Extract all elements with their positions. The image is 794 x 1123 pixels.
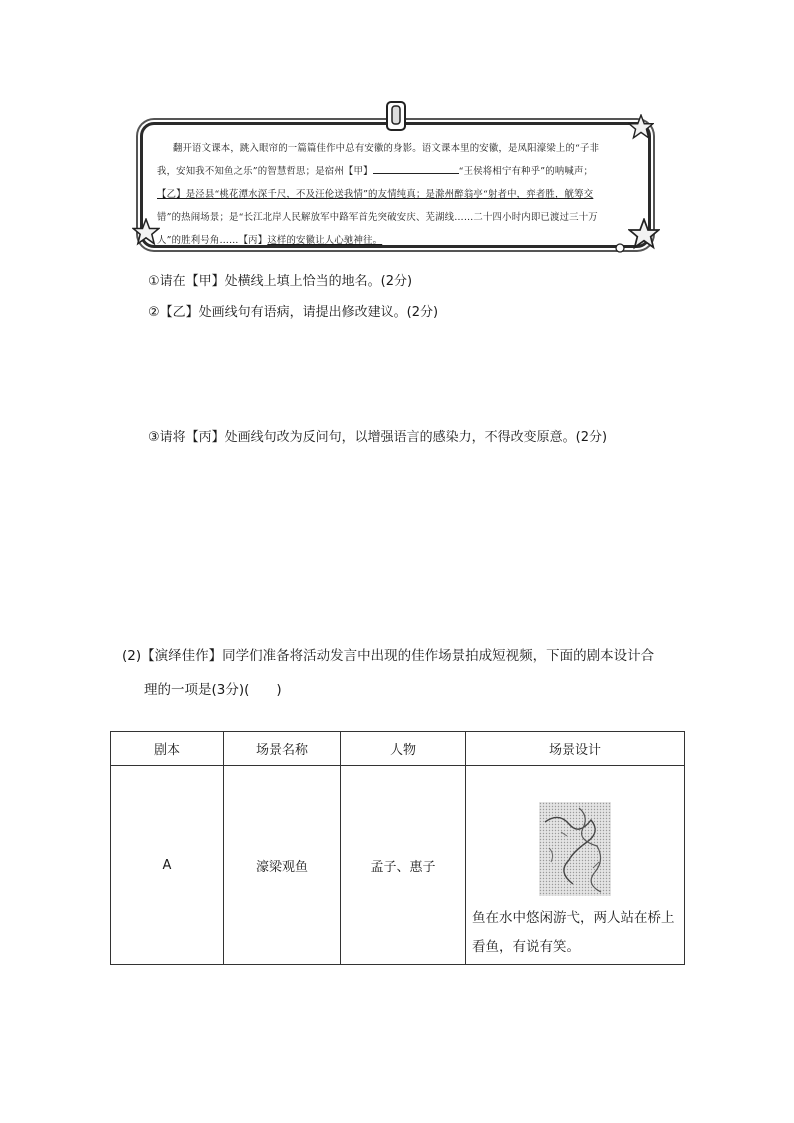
header-script: 剧本 [111,732,224,766]
question-2: ②【乙】处画线句有语病，请提出修改建议。(2分) [148,305,439,320]
dot-icon [614,242,626,254]
scene-sketch-image [539,802,611,896]
star-icon [132,218,160,246]
question-1: ①请在【甲】处横线上填上恰当的地名。(2分) [148,274,413,289]
paper-clip-icon [384,100,410,132]
table-row [111,766,685,965]
header-scene-design: 场景设计 [466,732,685,766]
star-icon [628,114,654,140]
question-3: ③请将【丙】处画线句改为反问句，以增强语言的感染力，不得改变原意。(2分) [148,430,608,445]
passage-line-2: 我，安知我不知鱼之乐”的智慧哲思；是宿州【甲】 [157,166,373,177]
part-2-line-2: 理的一项是(3分)( ) [144,682,282,698]
passage-line-5a: 人”的胜利号角……【丙】 [157,235,268,246]
cell-scene-name: 濠梁观鱼 [224,766,341,965]
cell-people: 孟子、惠子 [341,766,466,965]
part-2-prompt [122,639,712,707]
cell-scene-design [466,766,685,965]
table-header-row [111,732,685,766]
passage-line-4: 错”的热闹场景；是“长江北岸人民解放军中路军首先突破安庆、芜湖线……二十四小时内即已渡过三十万 [157,212,598,223]
scene-design-text: 鱼在水中悠闲游弋，两人站在桥上看鱼，有说有笑。 [472,910,675,955]
passage-line-2b: “王侯将相宁有种乎”的呐喊声； [458,166,594,177]
header-people: 人物 [341,732,466,766]
passage-frame [132,100,660,260]
passage-text [157,137,635,252]
cell-script: A [111,766,224,965]
script-table [110,731,685,965]
passage-box [140,122,651,248]
header-scene-name: 场景名称 [224,732,341,766]
passage-line-5b: 这样的安徽让人心驰神往。 [267,235,383,246]
blank-jia[interactable] [373,163,459,174]
part-2-line-1: (2)【演绎佳作】同学们准备将活动发言中出现的佳作场景拍成短视频，下面的剧本设计合 [122,648,655,664]
passage-line-3: 【乙】是泾县“桃花潭水深千尺，不及汪伦送我情”的友情纯真；是滁州醉翁亭“射者中，弈者胜，觥筹交 [157,189,594,200]
passage-line-1: 翻开语文课本，跳入眼帘的一篇篇佳作中总有安徽的身影。语文课本里的安徽，是凤阳濠梁上的“子非 [172,143,600,154]
star-icon [628,218,660,250]
